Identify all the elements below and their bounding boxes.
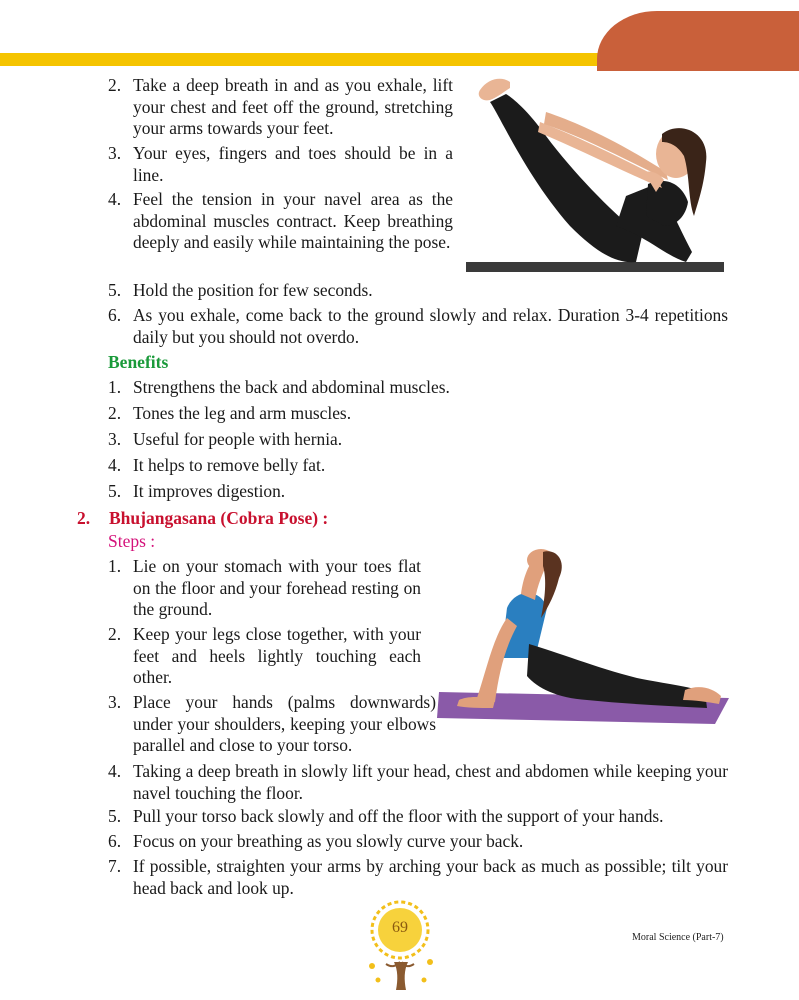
list-item: 5. It improves digestion. bbox=[108, 481, 286, 501]
page-number: 69 bbox=[392, 919, 408, 936]
list-item: 4. It helps to remove belly fat. bbox=[108, 455, 326, 475]
list-item: 7. If possible, straighten your arms by arching your back as much as possible; tilt your head back and look up. bbox=[108, 856, 728, 898]
steps-heading: Steps : bbox=[108, 531, 156, 551]
header-tab bbox=[597, 11, 799, 71]
list-item: 6. Focus on your breathing as you slowly curve your back. bbox=[108, 831, 524, 851]
list-item: 4. Taking a deep breath in slowly lift your head, chest and abdomen while keeping your navel touching the floor. bbox=[108, 761, 728, 803]
list-item: 6. As you exhale, come back to the ground slowly and relax. Duration 3-4 repetitions daily but you should not overdo. bbox=[108, 305, 728, 347]
page-number-badge bbox=[364, 900, 444, 992]
list-item: 5. Hold the position for few seconds. bbox=[108, 280, 373, 300]
list-item: 2. Keep your legs close together, with your feet and heels lightly touching each other. bbox=[108, 624, 421, 687]
header-band bbox=[0, 53, 660, 66]
benefits-heading: Benefits bbox=[108, 352, 169, 372]
section-heading: 2. Bhujangasana (Cobra Pose) : bbox=[77, 508, 329, 528]
list-item: 2. Take a deep breath in and as you exhale, lift your chest and feet off the ground, stretching your arms towards your feet. bbox=[108, 75, 453, 138]
book-title: Moral Science (Part-7) bbox=[632, 932, 724, 943]
list-item: 3. Place your hands (palms downwards) under your shoulders, keeping your elbows parallel and close to your torso. bbox=[108, 692, 436, 755]
list-item: 2. Tones the leg and arm muscles. bbox=[108, 403, 352, 423]
navasana-boat-pose-photo bbox=[466, 76, 724, 274]
cobra-pose-photo bbox=[437, 548, 733, 728]
list-item: 3. Useful for people with hernia. bbox=[108, 429, 343, 449]
list-item: 1. Strengthens the back and abdominal muscles. bbox=[108, 377, 450, 397]
list-item: 3. Your eyes, fingers and toes should be in a line. bbox=[108, 143, 453, 185]
list-item: 5. Pull your torso back slowly and off the floor with the support of your hands. bbox=[108, 806, 664, 826]
list-item: 4. Feel the tension in your navel area as the abdominal muscles contract. Keep breathing deeply and easily while maintaining the pose. bbox=[108, 189, 453, 252]
list-item: 1. Lie on your stomach with your toes flat on the floor and your forehead resting on the ground. bbox=[108, 556, 421, 619]
